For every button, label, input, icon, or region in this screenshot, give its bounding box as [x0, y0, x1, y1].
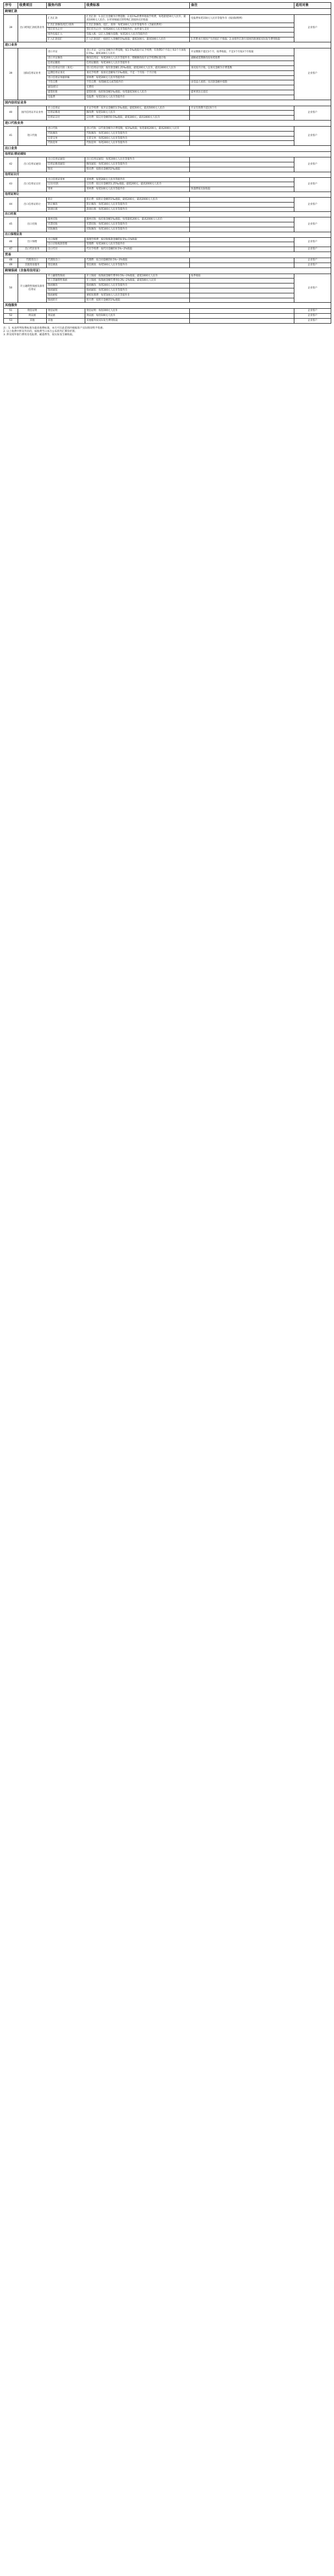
cell-standard: 进口开证：以开证金额为计费基数，按1.5‰收取开证手续费，有效期3个月以上每3个月加收0.5‰；最低300元人民币	[85, 48, 190, 56]
cell-standard: 信用证撤销：每笔300元人民币等值外币	[85, 61, 190, 66]
table-row	[4, 167, 331, 172]
section-title: 进口业务	[4, 42, 331, 48]
table-row	[4, 177, 331, 182]
table-row	[4, 90, 331, 95]
cell-standard: 议付费：按议付金额的1.25‰收取，最低200元，最高2000元人民币	[85, 182, 190, 187]
cell-target: 企业客户	[294, 258, 331, 263]
cell-item: 其他贸易服务	[18, 263, 47, 268]
cell-standard: 托收修改：每笔100元人民币等值外币	[85, 227, 190, 232]
cell-note	[190, 131, 294, 136]
cell-standard: 资信调查：每笔500元人民币等值外币	[85, 263, 190, 268]
table-row	[4, 15, 331, 23]
fee-table	[3, 2, 331, 324]
cell-standard: 电报入账：以汇入金额为基数，每笔20元人民币等值外币	[85, 32, 190, 37]
cell-note: 开证期限不超过3个月，按季收取，不足3个月按3个月收取	[190, 48, 294, 56]
cell-note	[190, 23, 294, 28]
cell-target: 企业客户	[294, 15, 331, 42]
cell-target: 企业客户	[294, 126, 331, 145]
cell-note	[190, 136, 294, 141]
cell-target: 企业客户	[294, 48, 331, 100]
table-row	[4, 66, 331, 70]
table-row	[4, 28, 331, 32]
cell-content: 信用证修改通知	[47, 162, 85, 167]
cell-target: 企业客户	[294, 309, 331, 314]
fee-schedule-document	[3, 2, 331, 337]
table-row	[4, 319, 331, 324]
cell-standard: 代收退单：每笔200元人民币等值外币	[85, 141, 190, 146]
cell-target: 企业客户	[294, 197, 331, 211]
cell-note	[190, 263, 294, 268]
cell-target: 企业客户	[294, 314, 331, 319]
cell-standard: 代理费：按合同金额的0.5%~3%收取	[85, 258, 190, 263]
cell-content: 资信证明	[47, 309, 85, 314]
table-row	[4, 182, 331, 187]
cell-content: 出口信用证通知	[47, 157, 85, 162]
cell-standard: 进口信用证付款：按付款金额1.25‰收取，最低200元人民币，最高3000元人民币	[85, 66, 190, 70]
footnote-line: 3. 涉及境外银行费用及电报费、邮递费等，按实际发生额收取。	[3, 334, 75, 337]
section-header-row	[4, 42, 331, 48]
header-cell-note: 备注	[190, 3, 294, 9]
section-header-row	[4, 9, 331, 15]
cell-note	[190, 298, 294, 303]
cell-note	[190, 70, 294, 75]
cell-no: 53	[4, 319, 18, 324]
cell-standard: 审单费：每笔200元人民币等值外币	[85, 177, 190, 182]
table-header-row	[4, 3, 331, 9]
cell-item: 出口信用证通知	[18, 157, 47, 172]
cell-content: 进口开证	[47, 48, 85, 56]
table-row	[4, 131, 331, 136]
cell-content: 保函转开	[47, 298, 85, 303]
cell-content: 保函修改	[47, 283, 85, 288]
section-header-row	[4, 268, 331, 274]
table-row	[4, 75, 331, 80]
cell-item: 询证函	[18, 314, 47, 319]
cell-target: 企业客户	[294, 177, 331, 192]
table-row	[4, 70, 331, 75]
cell-content: 出口应收账款管理	[47, 242, 85, 247]
table-row	[4, 274, 331, 279]
table-row	[4, 116, 331, 121]
cell-standard: 开证手续费：按开证金额的1.5‰收取，最低500元，最高5000元人民币	[85, 106, 190, 111]
cell-note	[190, 279, 294, 283]
cell-note: 承兑按月计收，以承兑金额为计费基数	[190, 66, 294, 70]
cell-note: 快递费按实际收取	[190, 187, 294, 192]
cell-standard: 开立保函：按保函金额年费率0.3%~2%收取，最低500元人民币	[85, 279, 190, 283]
cell-target: 企业客户	[294, 263, 331, 268]
section-header-row	[4, 146, 331, 152]
cell-content: 开立非融资性保函	[47, 279, 85, 283]
table-row	[4, 126, 331, 131]
section-header-row	[4, 303, 331, 309]
cell-note	[190, 182, 294, 187]
section-title: 出口保理业务	[4, 232, 331, 237]
cell-note	[190, 293, 294, 298]
section-title: 信用证/联动通知	[4, 152, 331, 157]
cell-note	[190, 162, 294, 167]
cell-standard: 保函通知：每笔300元人民币等值外币	[85, 288, 190, 293]
table-row	[4, 56, 331, 61]
cell-standard: 其他服务按实际发生费用收取	[85, 319, 190, 324]
cell-note	[190, 258, 294, 263]
cell-standard: 索赔处理费：每笔500元人民币等值外币	[85, 293, 190, 298]
cell-standard: 询证函：每份100元人民币	[85, 314, 190, 319]
table-row	[4, 309, 331, 314]
table-row	[4, 314, 331, 319]
cell-standard: 提货担保：按担保金额1‰收取，每笔最低500元人民币	[85, 90, 190, 95]
cell-item: 出口托收	[18, 217, 47, 232]
cell-content: 汇出汇款修改/退汇/查询	[47, 23, 85, 28]
header-cell-no: 序号	[4, 3, 18, 9]
cell-note	[190, 157, 294, 162]
cell-content: 信用证撤销	[47, 61, 85, 66]
cell-no: 45	[4, 217, 18, 232]
cell-standard: 无费用	[85, 85, 190, 90]
cell-standard: 汇出汇款修改、退汇、查询：每笔100元人民币等值外币（含通讯费用）	[85, 23, 190, 28]
header-cell-standard: 收费标准	[85, 3, 190, 9]
cell-content: 保函通知	[47, 288, 85, 293]
cell-no: 52	[4, 314, 18, 319]
cell-content: 转让修改	[47, 202, 85, 207]
cell-no: 39	[4, 15, 18, 42]
table-row	[4, 141, 331, 146]
table-row	[4, 197, 331, 202]
table-row	[4, 61, 331, 66]
cell-content: 议付/付款	[47, 182, 85, 187]
cell-note	[190, 283, 294, 288]
table-row	[4, 202, 331, 207]
cell-content: 信用证修改	[47, 111, 85, 116]
cell-content: 通知/转让	[47, 85, 85, 90]
table-row	[4, 237, 331, 242]
cell-standard: 承兑手续费：按承兑金额每月1‰收取，不足一个月按一个月计收	[85, 70, 190, 75]
cell-item: 代理进出口	[18, 258, 47, 263]
cell-content: 跟单托收	[47, 217, 85, 222]
cell-standard: 光票托收：每笔100元人民币等值外币	[85, 222, 190, 227]
cell-standard: 审单费：每笔200元人民币等值外币	[85, 75, 190, 80]
section-header-row	[4, 152, 331, 157]
cell-note	[190, 207, 294, 212]
cell-item: 资信证明	[18, 309, 47, 314]
cell-content: 代收退单	[47, 141, 85, 146]
cell-content: 托收修改	[47, 227, 85, 232]
cell-no: 39	[4, 48, 18, 100]
cell-content: 保函索赔	[47, 293, 85, 298]
section-title: 出口托收	[4, 212, 331, 217]
table-row	[4, 288, 331, 293]
cell-note: 按季收取	[190, 274, 294, 279]
cell-content: 信用证议付	[47, 116, 85, 121]
cell-no: 50	[4, 274, 18, 303]
section-header-row	[4, 252, 331, 258]
cell-target: 企业客户	[294, 217, 331, 232]
cell-no: 48	[4, 258, 18, 263]
cell-standard: 跟单托收：按托收金额1‰收取，每笔最低200元，最高2000元人民币	[85, 217, 190, 222]
cell-no: 44	[4, 197, 18, 211]
cell-content: 汇出汇款	[47, 15, 85, 23]
table-row	[4, 95, 331, 100]
section-title: 国内信用证业务	[4, 100, 331, 106]
header-cell-target: 适用对象	[294, 3, 331, 9]
cell-content: 出口代付	[47, 247, 85, 252]
cell-note	[190, 222, 294, 227]
table-row	[4, 217, 331, 222]
cell-note	[190, 197, 294, 202]
cell-content: 开立融资性保函	[47, 274, 85, 279]
cell-note	[190, 227, 294, 232]
cell-note	[190, 319, 294, 324]
cell-note	[190, 32, 294, 37]
cell-standard: 不符点费：每笔80美元或等值外币	[85, 80, 190, 85]
cell-no: 42	[4, 157, 18, 172]
cell-content: 无偿交单	[47, 136, 85, 141]
table-row	[4, 80, 331, 85]
table-row	[4, 222, 331, 227]
cell-target: 企业客户	[294, 106, 331, 120]
cell-standard: 寄单费：每笔100元人民币等值外币	[85, 187, 190, 192]
header-cell-content: 服务内容	[47, 3, 85, 9]
cell-standard: 款项让渡：每笔300元人民币等值外币	[85, 207, 190, 212]
cell-standard: 保理手续费：按应收账款金额的0.5%~1%收取	[85, 237, 190, 242]
table-row	[4, 279, 331, 283]
cell-note: 电报费每笔150元人民币等值外币（按国际惯例）	[190, 15, 294, 23]
cell-item: 国内信用证开证业务	[18, 106, 47, 120]
cell-note	[190, 167, 294, 172]
cell-no: 43	[4, 177, 18, 192]
cell-standard: 转让费：按转让金额的1‰收取，最低200元，最高2000元人民币	[85, 197, 190, 202]
cell-note	[190, 95, 294, 100]
cell-note	[190, 61, 294, 66]
section-header-row	[4, 120, 331, 126]
cell-standard: 修改通知：每笔100元人民币等值外币	[85, 162, 190, 167]
table-row	[4, 293, 331, 298]
table-row	[4, 162, 331, 167]
cell-content: 境外电报汇入	[47, 32, 85, 37]
cell-target: 企业客户	[294, 247, 331, 252]
cell-target: 企业客户	[294, 319, 331, 324]
cell-no: 40	[4, 106, 18, 120]
cell-note	[190, 237, 294, 242]
cell-content: 询证函	[47, 314, 85, 319]
cell-content: 票汇挂失止付	[47, 28, 85, 32]
section-title: 跨境汇款	[4, 9, 331, 15]
footnote-line: 注：1. 本表所列收费标准为最高收费标准，本行可在此范围内根据客户实际情况给予优惠；	[3, 326, 106, 330]
cell-content: 开立信用证	[47, 106, 85, 111]
cell-item: 出口跨境汇款结算业务	[18, 15, 47, 42]
cell-note: 提单到达后退还	[190, 90, 294, 95]
cell-content: 代理进出口	[47, 258, 85, 263]
cell-note: 开证有效期不超过6个月	[190, 106, 294, 111]
cell-content: 资信调查	[47, 263, 85, 268]
table-row	[4, 23, 331, 28]
cell-standard: 转开费：按转开金额的1‰收取	[85, 298, 190, 303]
table-row	[4, 85, 331, 90]
section-title: 贸易	[4, 252, 331, 258]
table-row	[4, 207, 331, 212]
cell-no: 51	[4, 309, 18, 314]
table-row	[4, 283, 331, 288]
cell-note	[190, 126, 294, 131]
cell-standard: 代收修改：每笔100元人民币等值外币	[85, 131, 190, 136]
cell-standard: 无偿交单：每笔200元人民币等值外币	[85, 136, 190, 141]
table-row	[4, 258, 331, 263]
cell-standard: 保兑费：按保兑金额的2‰收取	[85, 167, 190, 172]
section-header-row	[4, 172, 331, 177]
cell-note	[190, 85, 294, 90]
cell-item: 出口保理	[18, 237, 47, 247]
cell-item: 出口信用证转让	[18, 197, 47, 211]
section-header-row	[4, 192, 331, 197]
footnote-line: 2. 以上收费中涉及外币的，按收费当日本行公布的外汇牌价折算；	[3, 330, 78, 334]
cell-no: 46	[4, 237, 18, 247]
cell-target: 企业客户	[294, 274, 331, 303]
cell-content: 寄单	[47, 187, 85, 192]
cell-standard: 转让修改：每笔100元人民币等值外币	[85, 202, 190, 207]
table-row	[4, 263, 331, 268]
cell-no: 49	[4, 263, 18, 268]
cell-content: 光票托收	[47, 222, 85, 227]
table-row	[4, 111, 331, 116]
cell-note	[190, 177, 294, 182]
section-title: 跨境保函（含备用信用证）	[4, 268, 331, 274]
table-body	[4, 9, 331, 324]
section-title: 信用证转让	[4, 192, 331, 197]
cell-note	[190, 116, 294, 121]
cell-standard: 修改费：每笔100元人民币	[85, 111, 190, 116]
cell-content: 进口开证修改	[47, 56, 85, 61]
cell-note	[190, 111, 294, 116]
cell-content: 进口信用证付款（承兑）	[47, 66, 85, 70]
table-row	[4, 106, 331, 111]
cell-note	[190, 28, 294, 32]
cell-item: 出口信用证议付	[18, 177, 47, 192]
header-cell-item: 收费项目	[18, 3, 47, 9]
cell-no: 41	[4, 126, 18, 145]
cell-content: 汇入汇款退汇	[47, 37, 85, 42]
cell-note	[190, 314, 294, 319]
section-header-row	[4, 100, 331, 106]
cell-content: 转让	[47, 197, 85, 202]
cell-standard: 开立保函：按保函金额年费率0.5%~3%收取，最低1000元人民币	[85, 274, 190, 279]
cell-standard: 资信证明：每份200元人民币	[85, 309, 190, 314]
cell-standard: 汇入汇款退汇：按原汇入金额的1‰收取，最低100元，最高500元人民币	[85, 37, 190, 42]
cell-standard: 管理费：每笔300元人民币等值外币	[85, 242, 190, 247]
cell-content: 远期信用证承兑	[47, 70, 85, 75]
cell-standard: 进口代收：以代收金额为计费基数，按1‰收取，每笔最低200元，最高2000元人民币	[85, 126, 190, 131]
table-row	[4, 298, 331, 303]
section-title: 其他服务	[4, 303, 331, 309]
cell-standard: 票汇挂失止付：每笔200元人民币等值外币，由申请人支付	[85, 28, 190, 32]
cell-note: 由受益人承担，从付款金额中扣除	[190, 80, 294, 85]
section-title: 信用证议付	[4, 172, 331, 177]
table-row	[4, 48, 331, 56]
cell-standard: 保函修改：每笔200元人民币等值外币	[85, 283, 190, 288]
cell-content: 进口代收	[47, 126, 85, 131]
cell-item: 进口代收	[18, 126, 47, 145]
cell-note	[190, 247, 294, 252]
cell-standard: 修改信用证：每笔200元人民币等值外币；增额修改按开证手续费标准计收	[85, 56, 190, 61]
cell-item: 其他	[18, 319, 47, 324]
cell-note: 减额或延期修改按每笔收费	[190, 56, 294, 61]
cell-note	[190, 309, 294, 314]
cell-no: 47	[4, 247, 18, 252]
table-row	[4, 32, 331, 37]
section-header-row	[4, 232, 331, 237]
cell-note	[190, 217, 294, 222]
cell-standard: 代付手续费：按代付金额的0.5%~2%收取	[85, 247, 190, 252]
table-row	[4, 227, 331, 232]
cell-target: 企业客户	[294, 157, 331, 172]
cell-content: 提货担保	[47, 90, 85, 95]
cell-content: 出口信用证审单	[47, 177, 85, 182]
cell-note: 1.若系本行原因产生的退汇不收取；2.由境外汇款行退回的款项按实际发生费用收取	[190, 37, 294, 42]
cell-content: 电报费	[47, 95, 85, 100]
cell-item: 国际信用证业务	[18, 48, 47, 100]
section-header-row	[4, 212, 331, 217]
table-row	[4, 136, 331, 141]
cell-content: 进口信用证单据审核	[47, 75, 85, 80]
cell-item: 出口代付业务	[18, 247, 47, 252]
cell-note	[190, 202, 294, 207]
cell-note	[190, 242, 294, 247]
footnotes	[3, 327, 331, 337]
cell-content: 不符点费	[47, 80, 85, 85]
table-row	[4, 247, 331, 252]
cell-target: 企业客户	[294, 237, 331, 247]
cell-content: 保兑	[47, 167, 85, 172]
cell-content: 款项让渡	[47, 207, 85, 212]
cell-standard: 出口信用证通知：每笔200元人民币等值外币	[85, 157, 190, 162]
cell-item: 开立融资性保函及备用信用证	[18, 274, 47, 303]
cell-standard: 汇出汇款：1.以汇出金额为计费基数；2.按1‰的费率收取手续费，每笔最低50元人民币，最高1000元人民币；3.经审核通过的特殊汇款按协议价收取	[85, 15, 190, 23]
cell-standard: 议付费：按议付金额的0.5‰收取，最低300元，最高3000元人民币	[85, 116, 190, 121]
cell-note	[190, 141, 294, 146]
section-title: 出口业务	[4, 146, 331, 152]
cell-content: 其他	[47, 319, 85, 324]
cell-content: 出口保理	[47, 237, 85, 242]
section-title: 进口代收业务	[4, 120, 331, 126]
table-row	[4, 157, 331, 162]
cell-note	[190, 288, 294, 293]
cell-standard: 电报费：每笔150元人民币等值外币	[85, 95, 190, 100]
table-row	[4, 187, 331, 192]
cell-content: 代收修改	[47, 131, 85, 136]
table-row	[4, 37, 331, 42]
table-row	[4, 242, 331, 247]
cell-note	[190, 75, 294, 80]
